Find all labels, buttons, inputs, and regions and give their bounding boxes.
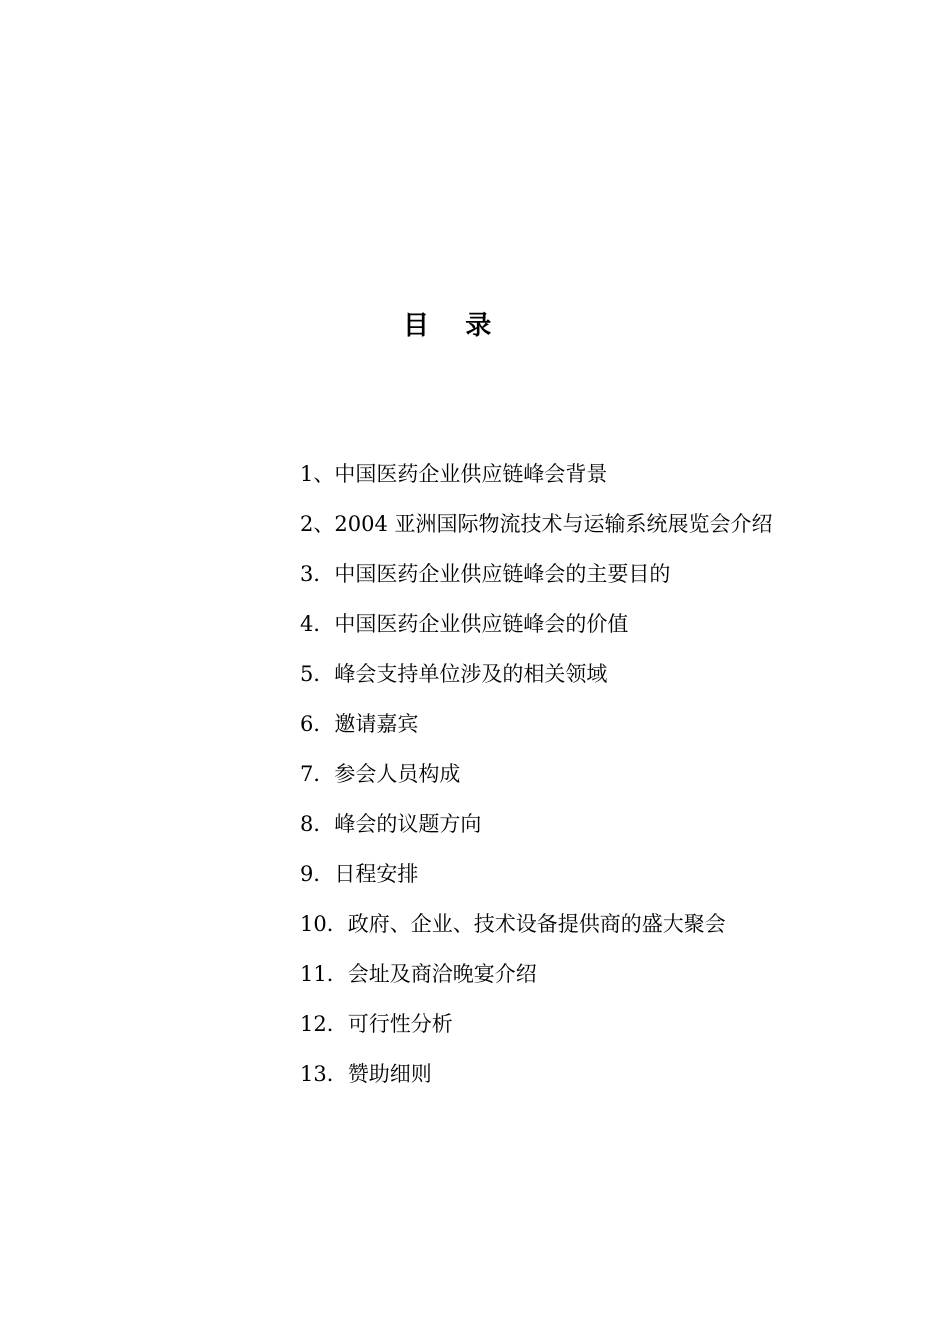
toc-item-9: 9．日程安排 <box>300 862 419 886</box>
toc-item-10: 10．政府、企业、技术设备提供商的盛大聚会 <box>300 912 726 936</box>
toc-item-8: 8．峰会的议题方向 <box>300 812 482 836</box>
toc-item-13: 13．赞助细则 <box>300 1062 432 1086</box>
toc-item-1: 1、中国医药企业供应链峰会背景 <box>300 462 608 486</box>
toc-item-7: 7．参会人员构成 <box>300 762 461 786</box>
toc-item-3: 3．中国医药企业供应链峰会的主要目的 <box>300 562 671 586</box>
toc-item-11: 11．会址及商洽晚宴介绍 <box>300 962 537 986</box>
toc-item-4: 4．中国医药企业供应链峰会的价值 <box>300 612 629 636</box>
toc-item-5: 5．峰会支持单位涉及的相关领域 <box>300 662 608 686</box>
toc-item-2: 2、2004 亚洲国际物流技术与运输系统展览会介绍 <box>300 512 773 536</box>
table-of-contents <box>300 457 772 1107</box>
page-title: 目 录 <box>403 311 492 341</box>
toc-item-12: 12．可行性分析 <box>300 1012 453 1036</box>
toc-item-6: 6．邀请嘉宾 <box>300 712 419 736</box>
